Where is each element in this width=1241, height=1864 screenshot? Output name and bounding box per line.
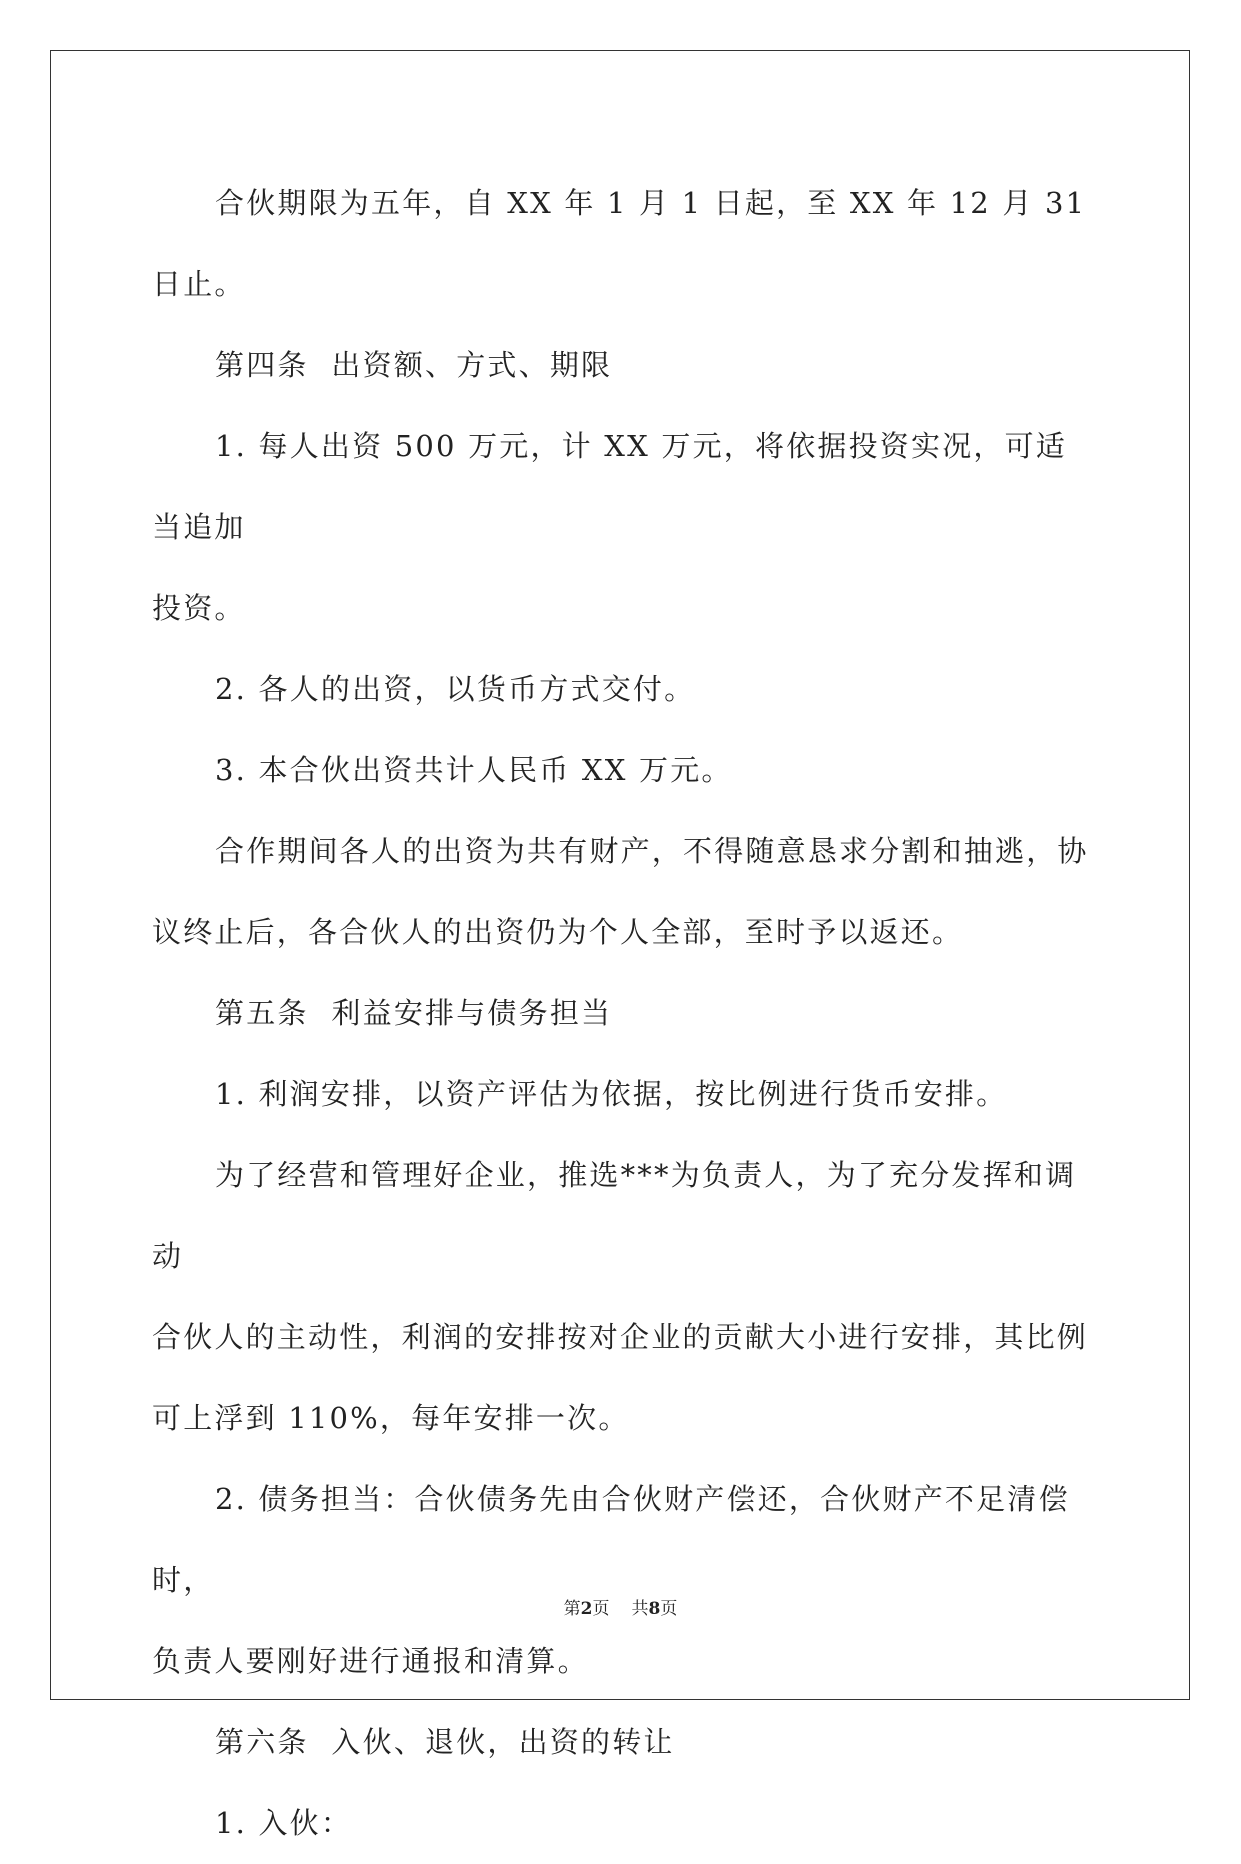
text-line xyxy=(152,1297,1092,1378)
line-text: 2. 各人的出资，以货币方式交付。 xyxy=(215,672,696,706)
line-text: 议终止后，各合伙人的出资仍为个人全部，至时予以返还。 xyxy=(152,915,964,949)
line-text: 1. 利润安排，以资产评估为依据，按比例进行货币安排。 xyxy=(215,1077,1008,1111)
line-text: 可上浮到 110%，每年安排一次。 xyxy=(152,1401,630,1435)
section-heading xyxy=(152,325,1092,406)
text-line xyxy=(152,730,1092,811)
text-line xyxy=(152,1054,1092,1135)
heading-text: 第四条 出资额、方式、期限 xyxy=(215,348,613,382)
line-text: 合作期间各人的出资为共有财产，不得随意恳求分割和抽逃，协 xyxy=(215,834,1089,868)
line-text: 合伙期限为五年，自 XX 年 1 月 1 日起，至 XX 年 12 月 31 日止。 xyxy=(152,186,1098,301)
text-line xyxy=(152,649,1092,730)
text-line xyxy=(152,406,1092,568)
line-text: 合伙人的主动性，利润的安排按对企业的贡献大小进行安排，其比例 xyxy=(152,1320,1089,1354)
text-line xyxy=(152,1621,1092,1702)
text-line xyxy=(152,1378,1092,1459)
section-heading xyxy=(152,973,1092,1054)
line-text: 负责人要刚好进行通报和清算。 xyxy=(152,1644,589,1678)
text-line xyxy=(152,568,1092,649)
heading-text: 第六条 入伙、退伙，出资的转让 xyxy=(215,1725,675,1759)
total-unit: 页 xyxy=(660,1599,678,1619)
text-line xyxy=(152,163,1098,325)
text-line xyxy=(152,892,1092,973)
text-line xyxy=(152,1783,1092,1864)
heading-text: 第五条 利益安排与债务担当 xyxy=(215,996,613,1030)
page-footer xyxy=(0,1594,1241,1619)
total-prefix: 共 xyxy=(631,1599,649,1619)
page-unit: 页 xyxy=(592,1599,610,1619)
line-text: 3. 本合伙出资共计人民币 XX 万元。 xyxy=(215,753,733,787)
section-heading xyxy=(152,1702,1092,1783)
text-line xyxy=(152,811,1092,892)
line-text: 为了经营和管理好企业，推选***为负责人，为了充分发挥和调动 xyxy=(152,1158,1077,1273)
line-text: 1. 入伙： xyxy=(215,1806,353,1840)
total-pages-number: 8 xyxy=(648,1599,661,1619)
line-text: 1. 每人出资 500 万元，计 XX 万元，将依据投资实况，可适当追加 xyxy=(152,429,1068,544)
line-text: 2. 债务担当：合伙债务先由合伙财产偿还，合伙财产不足清偿时， xyxy=(152,1482,1070,1597)
text-line xyxy=(152,1135,1092,1297)
line-text: 投资。 xyxy=(152,591,246,625)
current-page-number: 2 xyxy=(580,1599,593,1619)
page-prefix: 第 xyxy=(563,1599,581,1619)
